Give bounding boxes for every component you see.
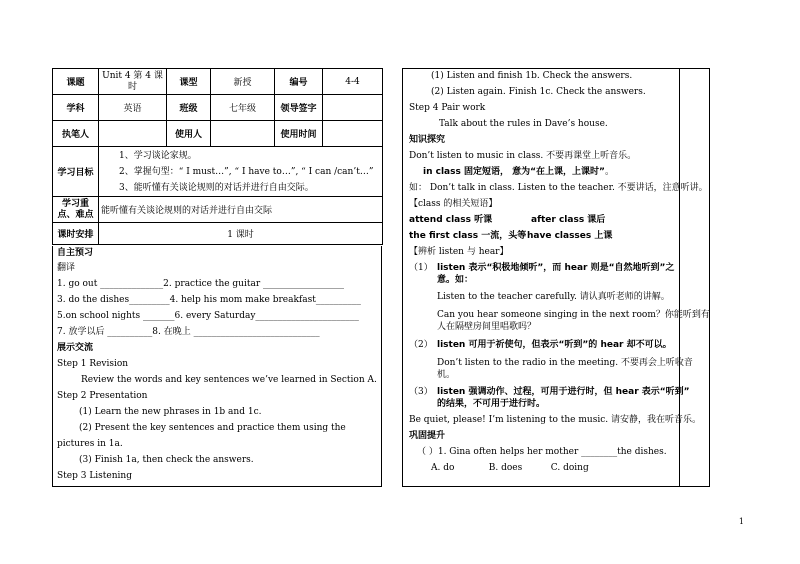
code-value: 4-4 xyxy=(323,69,383,95)
note-3-line-2: 的结果，不可用于进行时。 xyxy=(437,399,546,409)
right-content-box xyxy=(402,68,710,487)
step-4-text: Talk about the rules in Dave’s house. xyxy=(439,119,608,129)
consolidate-title: 巩固提升 xyxy=(409,431,446,441)
code-label: 编号 xyxy=(275,69,323,95)
note-1-example-2b: 人在隔壁房间里唱歌吗？ xyxy=(437,322,537,332)
user-value xyxy=(211,121,275,147)
exercise-line-2: 3. do the dishes_________4. help his mom make breakfast__________ xyxy=(57,295,361,305)
note-1-example-1: Listen to the teacher carefully. 请认真听老师的讲解。 xyxy=(437,292,670,302)
listen-hear-heading: 【辨析 listen 与 hear】 xyxy=(409,247,509,257)
listen-item-2: (2) Listen again. Finish 1c. Check the answers. xyxy=(431,87,646,97)
in-class-bold: in class 固定短语， 意为“在上课，上课时” xyxy=(423,167,605,177)
question-1: （ ）1. Gina often helps her mother ________the dishes. xyxy=(417,447,667,457)
leader-label: 领导签字 xyxy=(275,95,323,121)
focus-value: 能听懂有关谈论规则的对话并进行自由交际 xyxy=(99,197,383,223)
exercise-line-4: 7. 放学以后 __________8. 在晚上 ____________________________ xyxy=(57,327,320,337)
exercise-line-1: 1. go out ______________2. practice the guitar __________________ xyxy=(57,279,345,289)
translate-label: 翻译 xyxy=(57,263,76,273)
note-2-line: listen 可用于祈使句，但表示“听到”的 hear 却不可以。 xyxy=(437,340,672,350)
goals-cell xyxy=(99,147,383,197)
step-4: Step 4 Pair work xyxy=(409,103,486,113)
goal-3: 3、能听懂有关谈论规则的对话并进行自由交际。 xyxy=(119,182,314,193)
note-2-example-2: 机。 xyxy=(437,370,456,380)
step-2-item-3: (3) Finish 1a, then check the answers. xyxy=(79,455,254,465)
explore-example: Don’t listen to music in class. 不要再课堂上听音乐。 xyxy=(409,151,637,161)
grade-label: 班级 xyxy=(167,95,211,121)
listen-item-1: (1) Listen and finish 1b. Check the answers. xyxy=(431,71,633,81)
topic-value: Unit 4 第 4 课时 xyxy=(99,69,167,95)
step-2-item-2: (2) Present the key sentences and practice them using the xyxy=(79,423,346,433)
step-1-text: Review the words and key sentences we’ve learned in Section A. xyxy=(81,375,377,385)
in-class-note xyxy=(423,166,614,178)
time-value xyxy=(323,121,383,147)
note-1-example-2a: Can you hear someone singing in the next room？你能听到有 xyxy=(437,310,710,320)
note-3-line-1: listen 强调动作、过程，可用于进行时，但 hear 表示“听到” xyxy=(437,387,690,397)
goal-1: 1、学习谈论家规。 xyxy=(119,150,197,161)
step-2-item-2-cont: pictures in 1a. xyxy=(57,439,123,449)
author-label: 执笔人 xyxy=(53,121,99,147)
goal-2: 2、掌握句型：“ I must…”, “ I have to…”, “ I can /can’t…” xyxy=(119,166,374,177)
note-3-number: （3） xyxy=(409,387,433,397)
author-value xyxy=(99,121,167,147)
step-2-item-1: (1) Learn the new phrases in 1b and 1c. xyxy=(79,407,262,417)
lesson-info-table xyxy=(52,68,383,245)
note-2-number: （2） xyxy=(409,340,433,350)
focus-label xyxy=(53,197,99,223)
hours-label: 课时安排 xyxy=(53,223,99,245)
leader-value xyxy=(323,95,383,121)
note-3-example: Be quiet, please! I’m listening to the music. 请安静，我在听音乐。 xyxy=(409,415,701,425)
step-2: Step 2 Presentation xyxy=(57,391,148,401)
type-label: 课型 xyxy=(167,69,211,95)
note-1-line-2: 意。如： xyxy=(437,275,474,285)
phrase-have-classes: have classes 上课 xyxy=(527,231,613,241)
show-title: 展示交流 xyxy=(57,343,94,353)
type-value: 新授 xyxy=(211,69,275,95)
class-phrases-heading: 【class 的相关短语】 xyxy=(409,199,498,209)
focus-label-line-1: 学习重 xyxy=(61,198,89,209)
note-1-line-1: listen 表示“积极地倾听”，而 hear 则是“自然地听到”之 xyxy=(437,263,675,273)
step-1: Step 1 Revision xyxy=(57,359,129,369)
question-1-options: A. do B. does C. doing xyxy=(431,463,589,473)
step-3: Step 3 Listening xyxy=(57,471,132,481)
hours-value: 1 课时 xyxy=(99,223,383,245)
note-1-number: （1） xyxy=(409,263,433,273)
phrase-attend-class: attend class 听课 xyxy=(409,215,493,225)
explore-title: 知识探究 xyxy=(409,135,446,145)
focus-label-line-2: 点、难点 xyxy=(57,209,94,220)
subject-value: 英语 xyxy=(99,95,167,121)
exercise-line-3: 5.on school nights _______6. every Saturday_______________________ xyxy=(57,311,359,321)
time-label: 使用时间 xyxy=(275,121,323,147)
in-class-end: 。 xyxy=(604,167,614,177)
left-content-box xyxy=(52,246,382,487)
subject-label: 学科 xyxy=(53,95,99,121)
topic-label: 课题 xyxy=(53,69,99,95)
grade-value: 七年级 xyxy=(211,95,275,121)
phrase-first-class: the first class 一流，头等 xyxy=(409,231,527,241)
page-number: 1 xyxy=(738,517,744,526)
goals-label: 学习目标 xyxy=(53,147,99,197)
in-class-example: 如： Don’t talk in class. Listen to the teacher. 不要讲话，注意听讲。 xyxy=(409,183,708,193)
preview-title: 自主预习 xyxy=(57,248,94,258)
user-label: 使用人 xyxy=(167,121,211,147)
phrase-after-class: after class 课后 xyxy=(531,215,606,225)
note-2-example-1: Don’t listen to the radio in the meeting. 不要再会上听收音 xyxy=(437,358,693,368)
